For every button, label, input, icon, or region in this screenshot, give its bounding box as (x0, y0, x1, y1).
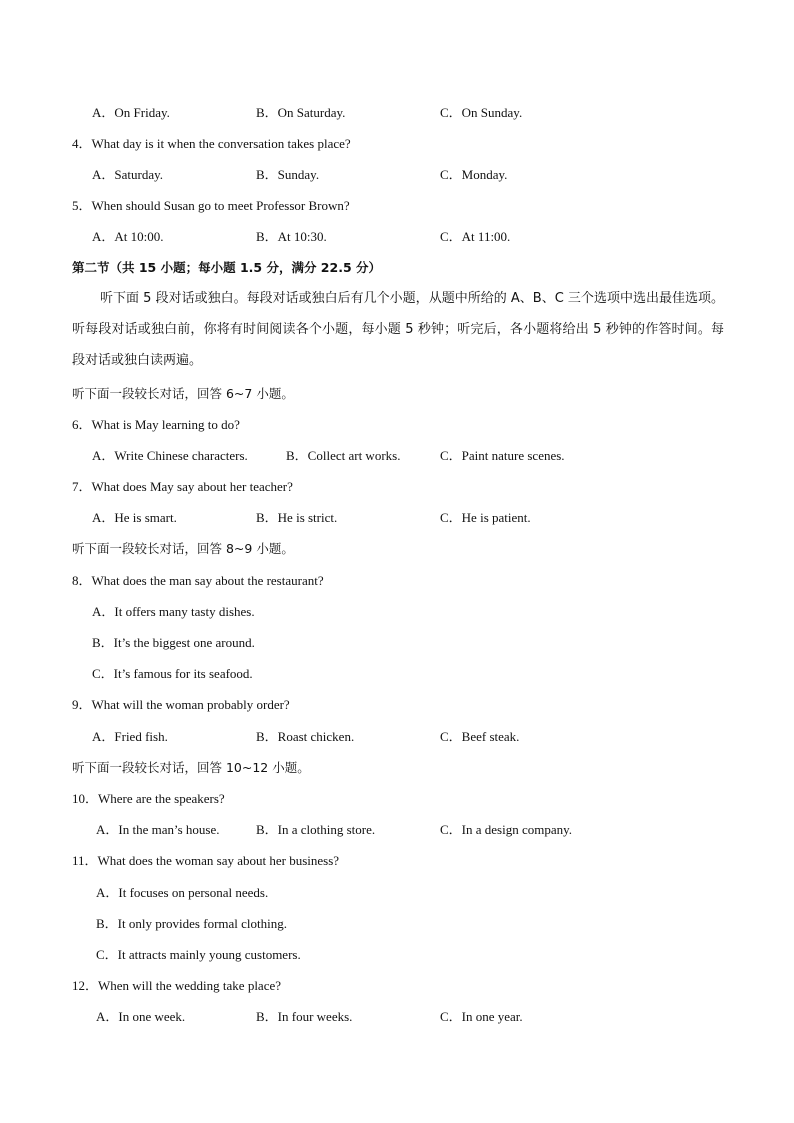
q8-stem: 8．What does the man say about the restaurant? (72, 573, 324, 588)
q3-option-a: A．On Friday. (92, 105, 170, 120)
q11-option-a: A．It focuses on personal needs. (96, 885, 269, 900)
q7-stem: 7．What does May say about her teacher? (72, 479, 293, 494)
q5-stem: 5．When should Susan go to meet Professor Brown? (72, 198, 350, 213)
q5-option-a: A．At 10:00. (92, 229, 164, 244)
q10-option-c: C．In a design company. (440, 822, 573, 837)
q5-option-b: B．At 10:30. (256, 229, 327, 244)
q12-option-c: C．In one year. (440, 1009, 523, 1024)
q11-option-b: B．It only provides formal clothing. (96, 916, 288, 931)
group-intro-8-9: 听下面一段较长对话，回答 8~9 小题。 (72, 541, 294, 556)
q6-option-c: C．Paint nature scenes. (440, 448, 565, 463)
q10-stem: 10．Where are the speakers? (72, 791, 225, 806)
q9-option-b: B．Roast chicken. (256, 729, 355, 744)
q8-option-a: A．It offers many tasty dishes. (92, 604, 255, 619)
q9-option-a: A．Fried fish. (92, 729, 168, 744)
q4-option-a: A．Saturday. (92, 167, 164, 182)
q6-option-a: A．Write Chinese characters. (92, 448, 248, 463)
q11-stem: 11．What does the woman say about her business? (72, 853, 340, 868)
q6-option-b: B．Collect art works. (286, 448, 401, 463)
q5-option-c: C．At 11:00. (440, 229, 511, 244)
q10-option-b: B．In a clothing store. (256, 822, 376, 837)
q8-option-b: B．It’s the biggest one around. (92, 635, 255, 650)
q7-option-c: C．He is patient. (440, 510, 531, 525)
group-intro-10-12: 听下面一段较长对话，回答 10~12 小题。 (72, 760, 310, 775)
q7-option-a: A．He is smart. (92, 510, 177, 525)
q9-option-c: C．Beef steak. (440, 729, 520, 744)
q8-option-c: C．It’s famous for its seafood. (92, 666, 253, 681)
q11-option-c: C．It attracts mainly young customers. (96, 947, 301, 962)
q12-stem: 12．When will the wedding take place? (72, 978, 282, 993)
q4-option-c: C．Monday. (440, 167, 508, 182)
q3-option-b: B．On Saturday. (256, 105, 346, 120)
section-heading: 第二节（共 15 小题；每小题 1.5 分，满分 22.5 分） (72, 260, 381, 275)
q4-stem: 4．What day is it when the conversation takes place? (72, 136, 351, 151)
q4-option-b: B．Sunday. (256, 167, 320, 182)
q12-option-a: A．In one week. (96, 1009, 186, 1024)
section-instructions: 听下面 5 段对话或独白。每段对话或独白后有几个小题，从题中所给的 A、B、C 三个选项中选出最佳选项。听每段对话或独白前，你将有时间阅读各个小题，每小题 5 秒钟；听完后，各小题将给出 5 秒钟的作答时间。每段对话或独白读两遍。 (72, 291, 724, 368)
q10-option-a: A．In the man’s house. (96, 822, 220, 837)
q6-stem: 6．What is May learning to do? (72, 417, 240, 432)
q12-option-b: B．In four weeks. (256, 1009, 353, 1024)
q9-stem: 9．What will the woman probably order? (72, 697, 290, 712)
q3-option-c: C．On Sunday. (440, 105, 523, 120)
group-intro-6-7: 听下面一段较长对话，回答 6~7 小题。 (72, 386, 294, 401)
q7-option-b: B．He is strict. (256, 510, 338, 525)
